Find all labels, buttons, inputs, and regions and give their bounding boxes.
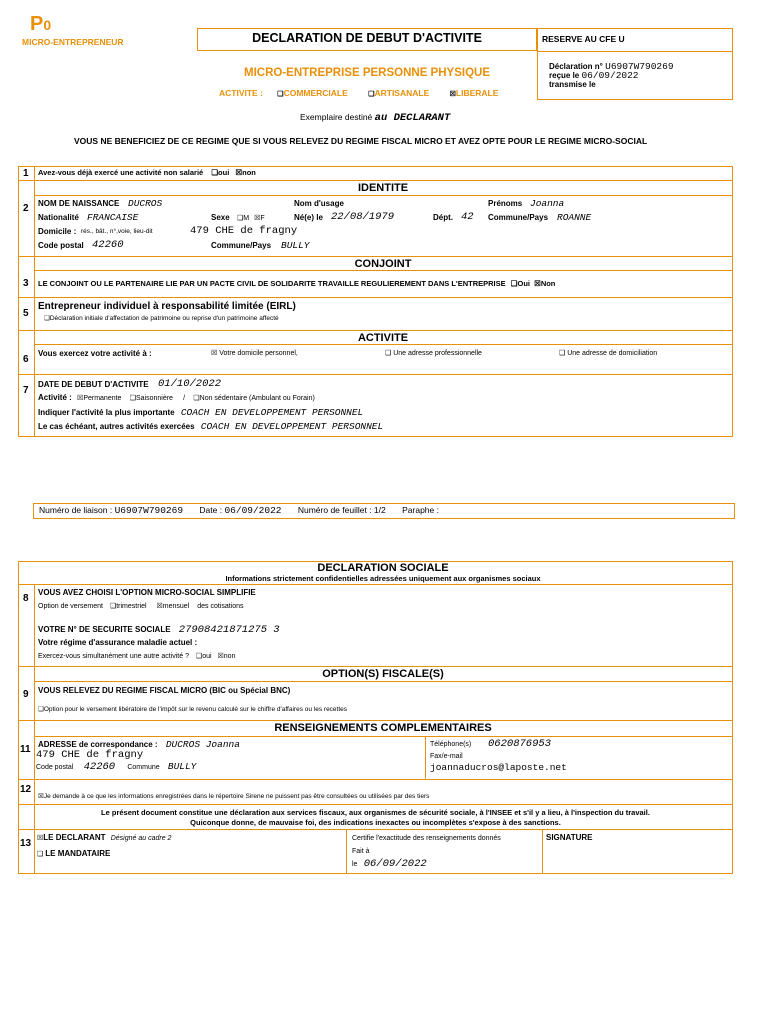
row-number-13: 13 <box>20 838 32 849</box>
row-line-7 <box>34 344 733 345</box>
sexe-f-label: F <box>260 215 265 222</box>
conjoint-non-label: Non <box>540 279 556 288</box>
nationalite-value: FRANCAISE <box>87 212 139 223</box>
b-line-5 <box>34 736 733 737</box>
checkbox-row1-oui[interactable]: ❑ <box>211 168 219 177</box>
slash-separator: / <box>183 395 186 402</box>
simultane-line <box>38 652 235 660</box>
row-number-7: 7 <box>23 385 29 396</box>
row-line-6 <box>18 330 733 331</box>
mandataire-line <box>37 849 110 858</box>
section-activite-title: ACTIVITE <box>357 332 409 344</box>
b-line-4 <box>18 720 733 721</box>
checkbox-sirene[interactable]: ☒ <box>38 793 44 800</box>
recue-label: reçue le <box>549 71 580 80</box>
fait-a-label: Fait à <box>352 848 370 855</box>
checkbox-versement-liberatoire[interactable]: ❑ <box>38 706 44 713</box>
row-number-1: 1 <box>23 168 29 179</box>
opt-domicile <box>211 349 298 357</box>
declaration-number-label: Déclaration n° <box>549 62 603 71</box>
row-number-5: 5 <box>23 308 29 319</box>
row-line-5 <box>18 297 733 298</box>
row-number-12: 12 <box>20 784 32 795</box>
declarant-line <box>37 833 171 842</box>
p0-logo <box>30 14 51 35</box>
eirl-title: Entrepreneur individuel à responsabilité limitée (EIRL) <box>38 301 296 312</box>
checkbox-declarant[interactable]: ☒ <box>37 835 44 842</box>
liaison-date-label: Date : <box>199 505 223 515</box>
ne-le-label: Né(e) le <box>294 213 323 222</box>
activite-type-label: ACTIVITE : <box>219 88 263 98</box>
checkbox-row1-non[interactable]: ☒ <box>235 168 243 177</box>
fiscal-option-line <box>38 705 347 713</box>
opt-pro <box>385 349 482 357</box>
checkbox-simultane-non[interactable]: ☒ <box>217 653 224 660</box>
row-number-2: 2 <box>23 203 29 214</box>
checkbox-saisonniere[interactable]: ❑ <box>129 395 136 402</box>
commune-pays-label: Commune/Pays <box>488 213 549 222</box>
non-sedentaire-label: Non sédentaire (Ambulant ou Forain) <box>199 395 315 402</box>
sexe-options <box>237 214 265 222</box>
checkbox-mensuel[interactable]: ☒ <box>156 603 163 610</box>
regime-notice: VOUS NE BENEFICIEZ DE CE REGIME QUE SI VOUS RELEVEZ DU REGIME FISCAL MICRO ET AVEZ OPTE POUR LE REGIME MICRO-SOCIAL <box>74 136 648 146</box>
secu-line <box>38 624 280 636</box>
checkbox-eirl[interactable]: ❑ <box>44 315 50 322</box>
section-fiscale-title: OPTION(S) FISCALE(S) <box>322 668 444 680</box>
row1-oui-label: oui <box>218 168 230 177</box>
adresse-corr-rue: 479 CHE de fragny <box>36 749 144 761</box>
checkbox-sexe-m[interactable]: ❑ <box>237 215 244 222</box>
commerciale-label: COMMERCIALE <box>283 88 348 98</box>
liaison-number: U6907W790269 <box>114 505 184 516</box>
liberale-label: LIBERALE <box>455 88 499 98</box>
autres-activites-line <box>38 421 383 432</box>
nom-naissance-value: DUCROS <box>128 198 163 209</box>
checkbox-simultane-oui[interactable]: ❑ <box>195 653 203 660</box>
activite-importante-label: Indiquer l'activité la plus importante <box>38 408 175 417</box>
simultane-oui-label: oui <box>202 653 212 660</box>
mensuel-label: mensuel <box>162 603 190 610</box>
adresse-corr-label: ADRESSE de correspondance : <box>38 740 158 749</box>
adresse-corr-cp: 42260 <box>83 761 116 773</box>
simultane-label: Exercez-vous simultanément une autre activité ? <box>38 653 189 660</box>
row-number-6: 6 <box>23 354 29 365</box>
row-line-1 <box>18 180 733 181</box>
ne-le-value: 22/08/1979 <box>331 211 395 223</box>
legal-notice-2: Quiconque donne, de mauvaise foi, des indications inexactes ou incomplètes s'expose à des sanctions. <box>190 818 561 827</box>
opt-domicile-label: Votre domicile personnel, <box>219 350 298 357</box>
domicile-value: 479 CHE de fragny <box>190 225 298 237</box>
reserve-divider <box>537 51 733 52</box>
fax-email-label: Fax/e-mail <box>430 753 463 760</box>
declaration-number: U6907W790269 <box>605 61 674 72</box>
prenoms-value: Joanna <box>530 198 565 209</box>
paraphe-label: Paraphe : <box>402 505 439 515</box>
row-line-3 <box>18 256 733 257</box>
opt-domiciliation <box>559 349 657 357</box>
conjoint-text: LE CONJOINT OU LE PARTENAIRE LIE PAR UN PACTE CIVIL DE SOLIDARITE TRAVAILLE REGULIEREMENT DANS L'ENTREPRISE <box>38 279 506 288</box>
cotisations-label: des cotisations <box>197 603 244 610</box>
domicile-label: Domicile : <box>38 227 77 236</box>
mandataire-label: LE MANDATAIRE <box>45 849 111 858</box>
versement-label: Option de versement <box>38 603 103 610</box>
adresse-corr-cp-label: Code postal <box>36 764 74 771</box>
b-line-8 <box>18 829 733 830</box>
domicile-hint: rés., bât., n°,voie, lieu-dit <box>81 228 153 235</box>
checkbox-conjoint-non[interactable]: ☒ <box>534 279 541 288</box>
nationalite-label: Nationalité <box>38 213 79 222</box>
b-line-3 <box>34 681 733 682</box>
recue-date: 06/09/2022 <box>581 70 639 81</box>
nom-usage-label: Nom d'usage <box>294 199 344 208</box>
row-number-3: 3 <box>23 278 29 289</box>
activite-nature-label: Activité : <box>38 393 72 402</box>
row1-question: Avez-vous déjà exercé une activité non salarié <box>38 168 204 177</box>
sig-divider-2 <box>542 829 543 874</box>
checkbox-liberale[interactable]: ☒ <box>449 91 456 98</box>
telephone-label: Téléphone(s) <box>430 741 472 748</box>
saisonniere-label: Saisonnière <box>135 395 173 402</box>
p0-sub: 0 <box>43 17 52 33</box>
checkbox-artisanale[interactable]: ❑ <box>368 91 375 98</box>
nom-naissance-label: NOM DE NAISSANCE <box>38 199 120 208</box>
liaison-number-label: Numéro de liaison : <box>39 505 113 515</box>
subtitle: MICRO-ENTREPRISE PERSONNE PHYSIQUE <box>243 67 490 79</box>
conjoint-line <box>38 279 555 288</box>
row1-non-label: non <box>242 168 256 177</box>
activite-importante-line <box>38 407 363 418</box>
checkbox-sexe-f[interactable]: ☒ <box>254 215 261 222</box>
sexe-m-label: M <box>243 215 250 222</box>
fiscal-micro-text: VOUS RELEVEZ DU REGIME FISCAL MICRO (BIC ou Spécial BNC) <box>38 686 291 695</box>
sig-divider-1 <box>346 829 347 874</box>
number-column-divider <box>34 166 35 437</box>
row-number-9: 9 <box>23 689 29 700</box>
adresse-corr-commune-label: Commune <box>127 764 160 771</box>
date-debut-label: DATE DE DEBUT D'ACTIVITE <box>38 380 149 389</box>
declarant-hint: Désigné au cadre 2 <box>110 835 172 842</box>
section-sociale-title: DECLARATION SOCIALE <box>317 562 449 574</box>
dept-label: Dépt. <box>433 213 453 222</box>
row-number-11: 11 <box>20 744 31 755</box>
conjoint-oui-label: Oui <box>517 279 530 288</box>
activite-type-row <box>219 88 498 98</box>
autres-activites-label: Le cas échéant, autres activités exercées <box>38 422 195 431</box>
row-number-8: 8 <box>23 593 29 604</box>
checkbox-non-sedentaire[interactable]: ❑ <box>193 395 200 402</box>
autres-activites-value: COACH EN DEVELOPPEMENT PERSONNEL <box>200 421 384 432</box>
liaison-date: 06/09/2022 <box>224 505 282 516</box>
simultane-non-label: non <box>223 653 236 660</box>
exemplaire-line <box>300 112 450 124</box>
prenoms-label: Prénoms <box>488 199 523 208</box>
adresse-corr-cp-line <box>36 761 196 773</box>
section-identite-title: IDENTITE <box>357 182 409 194</box>
dept-value: 42 <box>461 211 474 223</box>
exemplaire-label: Exemplaire destiné <box>300 112 373 122</box>
fiscal-option-label: Option pour le versement libératoire de l'impôt sur le revenu calculé sur le chiffre d'affaires ou les recettes <box>43 706 348 713</box>
commune2-value: BULLY <box>281 240 310 251</box>
b-line-6 <box>18 779 733 780</box>
sexe-label: Sexe <box>211 213 230 222</box>
commune2-label: Commune/Pays <box>211 241 272 250</box>
code-postal-value: 42260 <box>92 239 124 251</box>
b-line-1 <box>18 584 733 585</box>
eirl-sub-line <box>44 314 279 322</box>
row-line-2 <box>34 195 733 196</box>
date-signature-line <box>352 858 427 870</box>
telephone-value: 0620876953 <box>488 738 552 750</box>
b-line-7 <box>18 804 733 805</box>
activite-importante-value: COACH EN DEVELOPPEMENT PERSONNEL <box>180 407 364 418</box>
email-value: joannaducros@laposte.net <box>430 762 567 773</box>
section-conjoint-title: CONJOINT <box>354 258 412 270</box>
checkbox-trimestriel[interactable]: ❑ <box>109 603 117 610</box>
checkbox-mandataire[interactable]: ❑ <box>37 851 44 858</box>
le-label: le <box>352 861 358 868</box>
exemplaire-value: au DECLARANT <box>374 112 451 124</box>
secu-label: VOTRE N° DE SECURITE SOCIALE <box>38 625 171 634</box>
adresse-corr-nom: DUCROS Joanna <box>165 739 240 750</box>
sirene-line <box>38 792 429 800</box>
code-postal-label: Code postal <box>38 241 84 250</box>
reserve-cfe: RESERVE AU CFE U <box>542 34 625 44</box>
row-line-4 <box>34 270 733 271</box>
checkbox-commerciale[interactable]: ❑ <box>277 91 284 98</box>
adresse-divider <box>425 736 426 779</box>
micro-entrepreneur-label: MICRO-ENTREPRENEUR <box>22 37 124 47</box>
opt-pro-label: Une adresse professionnelle <box>393 350 482 357</box>
opt-domiciliation-label: Une adresse de domiciliation <box>567 350 658 357</box>
versement-line <box>38 602 244 610</box>
regime-maladie-label: Votre régime d'assurance maladie actuel : <box>38 638 198 647</box>
transmise-label: transmise le <box>549 80 596 89</box>
checkbox-adresse-pro[interactable]: ❑ <box>385 350 392 357</box>
adresse-corr-commune: BULLY <box>167 761 197 772</box>
eirl-sub: Déclaration initiale d'affectation de patrimoine ou reprise d'un patrimoine affecté <box>49 315 279 322</box>
b-line-2 <box>18 666 733 667</box>
permanente-label: Permanente <box>83 395 122 402</box>
secu-value: 27908421871275 3 <box>178 624 280 636</box>
exercez-label: Vous exercez votre activité à : <box>38 349 152 358</box>
section-sociale-subtitle: Informations strictement confidentielles adressées uniquement aux organismes sociaux <box>225 574 541 583</box>
feuillet-number: Numéro de feuillet : 1/2 <box>297 505 386 515</box>
trimestriel-label: trimestriel <box>116 603 147 610</box>
signature-date: 06/09/2022 <box>363 858 427 870</box>
p0-letter: P <box>30 13 44 35</box>
sirene-text: Je demande à ce que les informations enregistrées dans le répertoire Sirene ne puissent pas être consultées ou utilisées par des tiers <box>43 793 430 800</box>
liaison-line <box>39 505 439 516</box>
page-title: DECLARATION DE DEBUT D'ACTIVITE <box>252 31 482 45</box>
checkbox-domicile[interactable]: ☒ <box>211 350 218 357</box>
legal-notice-1: Le présent document constitue une déclaration aux services fiscaux, aux organismes de sécurité sociale, à l'INSEE et s'il y a lieu, à l'inspection du travail. <box>101 808 650 817</box>
declarant-label: LE DECLARANT <box>43 833 106 842</box>
commune-pays-value: ROANNE <box>557 212 592 223</box>
date-debut-value: 01/10/2022 <box>158 378 222 390</box>
section-complementaires-title: RENSEIGNEMENTS COMPLEMENTAIRES <box>274 722 492 734</box>
certifie-text: Certifie l'exactitude des renseignements donnés <box>352 835 501 842</box>
micro-social-title: VOUS AVEZ CHOISI L'OPTION MICRO-SOCIAL SIMPLIFIE <box>38 588 256 597</box>
artisanale-label: ARTISANALE <box>374 88 430 98</box>
row1-line <box>38 168 256 177</box>
checkbox-permanente[interactable]: ☒ <box>77 395 84 402</box>
activite-nature-line <box>38 393 315 402</box>
row-line-8 <box>18 374 733 375</box>
checkbox-domiciliation[interactable]: ❑ <box>559 350 566 357</box>
checkbox-conjoint-oui[interactable]: ❑ <box>510 279 518 288</box>
signature-label: SIGNATURE <box>546 833 593 842</box>
